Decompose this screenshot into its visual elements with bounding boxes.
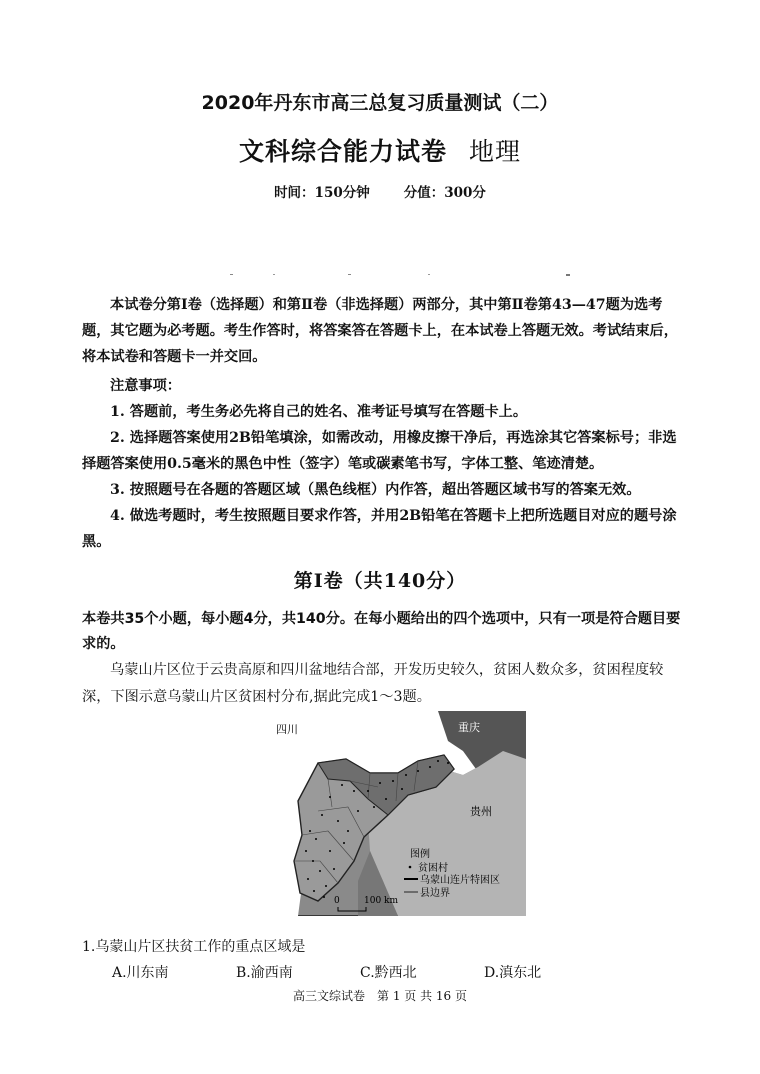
question-passage: 乌蒙山片区位于云贵高原和四川盆地结合部，开发历史较久，贫困人数众多，贫困程度较深，下图示意乌蒙山片区贫困村分布,据此完成1～3题。 (82, 662, 664, 705)
page-footer: 高三文综试卷 第 1 页 共 16 页 (293, 989, 467, 1003)
legend-item: 县边界 (420, 888, 450, 899)
note-item: 1. 答题前，考生务必先将自己的姓名、准考证号填写在答题卡上。 (110, 404, 528, 420)
question-stem: 1.乌蒙山片区扶贫工作的重点区域是 (82, 939, 306, 955)
option-d: D.滇东北 (484, 965, 542, 981)
exam-meta (0, 181, 760, 201)
note-item: 2. 选择题答案使用2B铅笔填涂，如需改动，用橡皮擦干净后，再选涂其它答案标号；非选择题答案使用0.5毫米的黑色中性（签字）笔或碳素笔书写，字体工整、笔迹清楚。 (82, 430, 677, 472)
legend-item: 乌蒙山连片特困区 (420, 875, 500, 886)
subject-label: 地理 (469, 137, 522, 166)
option-b: B.渝西南 (236, 965, 293, 981)
question-options (112, 962, 608, 982)
scan-specks (228, 273, 578, 277)
note-item: 3. 按照题号在各题的答题区域（黑色线框）内作答，超出答题区域书写的答案无效。 (110, 482, 641, 498)
legend-title: 图例 (410, 849, 430, 860)
legend-item: 贫困村 (418, 863, 448, 874)
notes-title: 注意事项： (110, 378, 181, 394)
legend-village-symbol (409, 866, 412, 869)
section-instruction: 本卷共35个小题，每小题4分，共140分。在每小题给出的四个选项中，只有一项是符合题目要求的。 (82, 611, 681, 652)
time-label: 时间：150分钟 (274, 185, 370, 201)
map-label-sichuan: 四川 (276, 723, 298, 736)
map-label-guizhou: 贵州 (470, 805, 492, 818)
paper-title-line (0, 132, 760, 168)
option-a: A.川东南 (112, 965, 169, 981)
note-item: 4. 做选考题时，考生按照题目要求作答，并用2B铅笔在答题卡上把所选题目对应的题号涂黑。 (82, 508, 677, 550)
score-label: 分值：300分 (403, 185, 486, 201)
map-label-yunnan: 云南 (266, 899, 288, 912)
exam-title: 2020年丹东市高三总复习质量测试（二） (201, 92, 559, 114)
scale-value: 100 km (364, 896, 399, 906)
section-title: 第Ⅰ卷（共140分） (293, 570, 467, 592)
option-c: C.黔西北 (360, 965, 417, 981)
scale-zero: 0 (334, 896, 340, 906)
poverty-village-map (258, 711, 526, 916)
paper-title: 文科综合能力试卷 (238, 137, 447, 166)
intro-paragraph: 本试卷分第Ⅰ卷（选择题）和第Ⅱ卷（非选择题）两部分，其中第Ⅱ卷第43—47题为选考题，其它题为必考题。考生作答时，将答案答在答题卡上，在本试卷上答题无效。考试结束后，将本试卷和答题卡一并交回。 (82, 297, 678, 365)
map-label-chongqing: 重庆 (458, 721, 480, 734)
